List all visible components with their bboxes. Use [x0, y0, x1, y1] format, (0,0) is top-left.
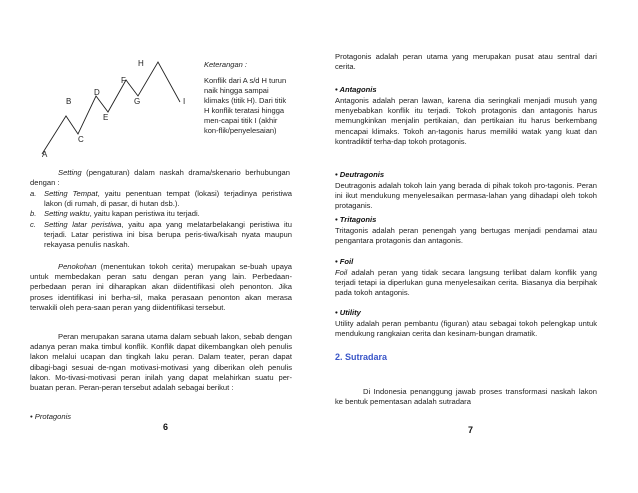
- sutradara-paragraph: Di Indonesia penanggung jawab proses transformasi naskah lakon ke bentuk pementasan adalah sutradara: [335, 387, 597, 407]
- protagonis-bullet: • Protagonis: [30, 412, 72, 421]
- list-term: Setting Tempat: [44, 189, 98, 198]
- conflict-line: [42, 62, 180, 154]
- deutragonis-heading: • Deutragonis: [335, 170, 385, 179]
- penokohan-text: (menentukan tokoh cerita) merupakan se-buah upaya untuk membedakan peran satu dengan peran yang lain. Perbedaan-perbedaan peran ini diharapkan akan diidentifikasi oleh penonton. Jika proses identifikasi ini berha-sil, maka perasaan penonton akan merasa terwakili oleh pera-saan peran yang diidentifikasi tersebut.: [30, 262, 292, 312]
- setting-list: [30, 189, 292, 250]
- utility-heading: • Utility: [335, 308, 361, 317]
- utility-body: Utility adalah peran pembantu (figuran) atau sebagai tokoh pelengkap untuk mendukung rangkaian cerita dan kesinam-bungan dramatik.: [335, 319, 597, 339]
- diagram-legend: [204, 60, 292, 136]
- diagram-point-label: D: [94, 88, 100, 97]
- list-text: , yaitu apa yang melatarbelakangi peristiwa itu terjadi. Latar peristiwa ini bisa berupa peris-tiwa/kisah nyata maupun rekayasa penulis naskah.: [44, 219, 292, 250]
- list-item: [30, 220, 292, 251]
- list-text: , yaitu kapan peristiwa itu terjadi.: [89, 209, 200, 219]
- conflict-diagram: [30, 52, 210, 172]
- list-label: b.: [30, 209, 37, 219]
- list-item: [30, 189, 292, 209]
- penokohan-term: Penokohan: [58, 262, 97, 271]
- setting-term: Setting: [58, 168, 82, 177]
- setting-text: (pengaturan) dalam naskah drama/skenario berhubungan dengan :: [30, 168, 290, 188]
- diagram-point-label: G: [134, 97, 141, 106]
- foil-heading: • Foil: [335, 257, 354, 266]
- tritagonis-heading: • Tritagonis: [335, 215, 377, 224]
- list-term: Setting waktu: [44, 209, 90, 219]
- legend-title: Keterangan :: [204, 60, 247, 69]
- page-number-left: 6: [163, 422, 169, 432]
- protagonis-description: Protagonis adalah peran utama yang merupakan pusat atau sentral dari cerita.: [335, 52, 597, 72]
- diagram-point-label: A: [42, 150, 48, 159]
- tritagonis-body: Tritagonis adalah peran penengah yang bertugas menjadi pendamai atau pengantara protagonis dan antagonis.: [335, 226, 597, 246]
- legend-body: Konflik dari A s/d H turun naik hingga sampai klimaks (titik H). Dari titik H konflik teratasi hingga men-capai titik I (akhir kon-flik/penyelesaian): [204, 76, 287, 135]
- diagram-point-label: F: [121, 76, 126, 85]
- penokohan-paragraph: [30, 262, 292, 313]
- diagram-point-label: C: [78, 135, 84, 144]
- diagram-point-label: I: [183, 97, 186, 106]
- foil-text: adalah peran yang tidak secara langsung terlibat dalam konflik yang terjadi tetapi ia diperlukan guna menyelesaikan cerita. Biasanya dia berpihak pada tokoh antagonis.: [335, 268, 597, 298]
- list-text: , yaitu penentuan tempat (lokasi) terjadinya peristiwa lakon (di rumah, di pasar, di hutan dsb.).: [44, 189, 292, 209]
- antagonis-heading: • Antagonis: [335, 85, 377, 94]
- list-term: Setting latar peristiwa: [44, 219, 122, 229]
- setting-paragraph: [30, 168, 290, 188]
- section-title-sutradara: 2. Sutradara: [335, 352, 388, 362]
- list-label: c.: [30, 219, 36, 229]
- list-item: [30, 209, 292, 219]
- diagram-point-label: H: [138, 59, 144, 68]
- foil-term: Foil: [335, 268, 348, 277]
- antagonis-body: Antagonis adalah peran lawan, karena dia seringkali menjadi musuh yang menyebabkan konflik itu terjadi. Tokoh protagonis dan antagonis harus memungkinkan menjalin pertikaian, dan pertikaian itu harus berkembang mencapai klimaks. Tokoh an-tagonis harus memiliki watak yang kuat dan kontradiktif terha-dap tokoh protagonis.: [335, 96, 597, 146]
- foil-body: [335, 268, 597, 299]
- deutragonis-body: Deutragonis adalah tokoh lain yang berada di pihak tokoh pro-tagonis. Peran ini ikut mendukung menyelesaikan permasa-lahan yang dihadapi oleh tokoh protaganis.: [335, 181, 597, 211]
- page-number-right: 7: [468, 425, 474, 435]
- peran-paragraph: Peran merupakan sarana utama dalam sebuah lakon, sebab dengan adanya peran maka timbul konflik. Konflik dapat dikembangkan oleh penulis lakon melalui ucapan dan tingkah laku peran. Dalam teater, peran dapat dibagi-bagi sesuai de-ngan motivasi-motivasi yang diberikan oleh penulis lakon. Mo-tivasi-motivasi peran inilah yang dapat melahirkan suatu per-buatan peran. Peran-peran tersebut adalah sebagai berikut :: [30, 332, 292, 393]
- diagram-point-label: B: [66, 97, 72, 106]
- diagram-point-label: E: [103, 113, 109, 122]
- list-label: a.: [30, 189, 37, 198]
